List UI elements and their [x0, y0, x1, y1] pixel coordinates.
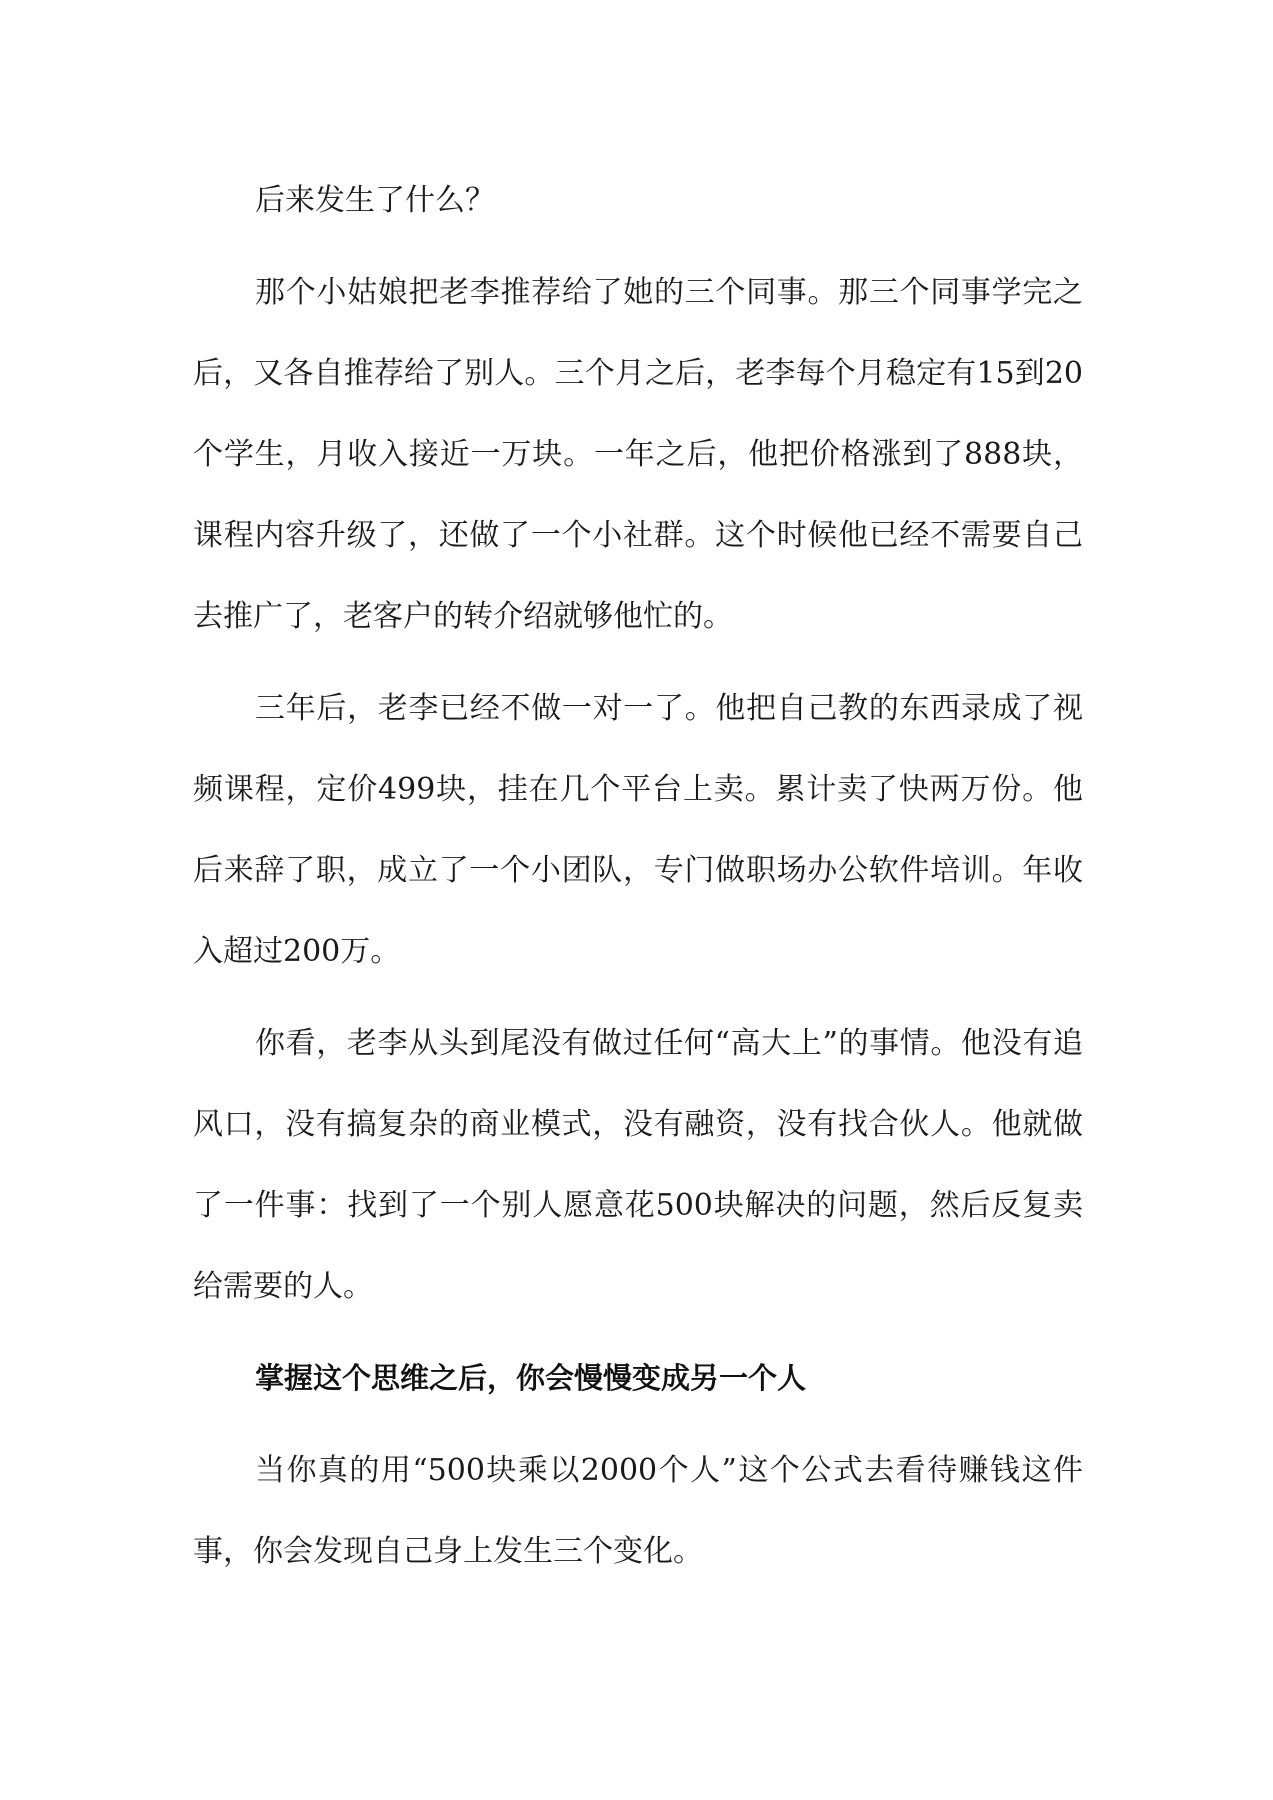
paragraph-question: 后来发生了什么？ [255, 183, 495, 218]
paragraph-summary: 你看，老李从头到尾没有做过任何“高大上”的事情。他没有追风口，没有搞复杂的商业模式，没有融资，没有找合伙人。他就做了一件事：找到了一个别人愿意花500块解决的问题，然后反复卖给需要的人。 [193, 1026, 1083, 1304]
document-body [193, 160, 1083, 1592]
section-heading: 掌握这个思维之后，你会慢慢变成另一个人 [255, 1361, 807, 1395]
paragraph-three-years-later: 三年后，老李已经不做一对一了。他把自己教的东西录成了视频课程，定价499块，挂在几个平台上卖。累计卖了快两万份。他后来辞了职，成立了一个小团队，专门做职场办公软件培训。年收入超过200万。 [193, 691, 1083, 969]
paragraph-referrals: 那个小姑娘把老李推荐给了她的三个同事。那三个同事学完之后，又各自推荐给了别人。三个月之后，老李每个月稳定有15到20个学生，月收入接近一万块。一年之后，他把价格涨到了888块，课程内容升级了，还做了一个小社群。这个时候他已经不需要自己去推广了，老客户的转介绍就够他忙的。 [193, 275, 1083, 634]
paragraph-formula: 当你真的用“500块乘以2000个人”这个公式去看待赚钱这件事，你会发现自己身上发生三个变化。 [193, 1453, 1083, 1569]
